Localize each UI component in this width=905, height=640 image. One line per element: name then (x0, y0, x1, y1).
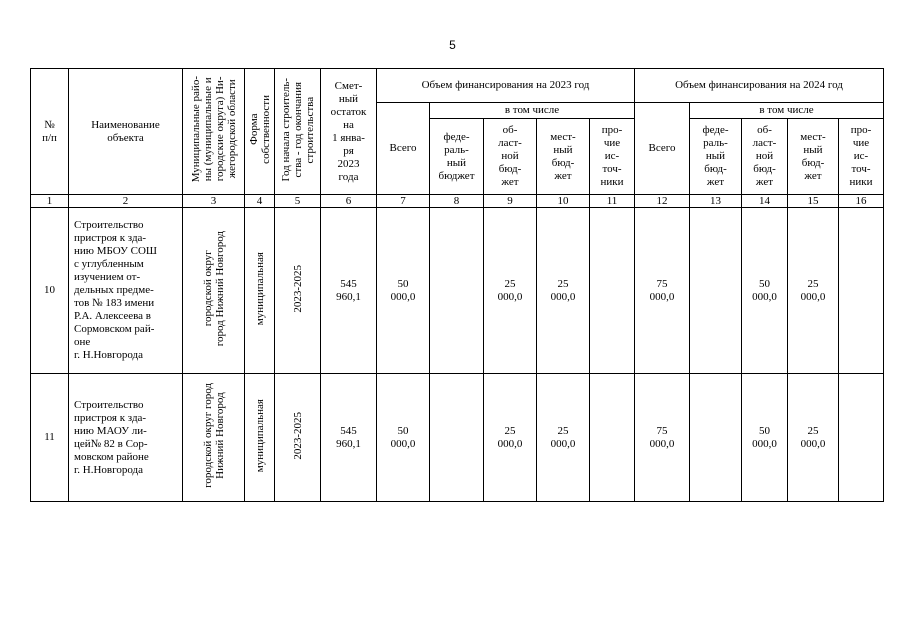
federal-2024-cell (690, 374, 742, 502)
col-number: 2 (69, 195, 183, 208)
years-cell (275, 208, 321, 374)
other-2023-cell (590, 374, 635, 502)
header-total-2024: Всего (635, 103, 690, 195)
col-number: 8 (430, 195, 484, 208)
header-federal-2024: феде- раль- ный бюд- жет (690, 119, 742, 195)
other-2024-cell (839, 208, 884, 374)
header-estimate: Смет- ный остаток на 1 янва- ря 2023 года (321, 69, 377, 195)
col-number: 15 (788, 195, 839, 208)
col-number: 9 (484, 195, 537, 208)
regional-2024-cell: 50 000,0 (742, 374, 788, 502)
total-2023-cell: 50 000,0 (377, 208, 430, 374)
col-number: 7 (377, 195, 430, 208)
estimate-cell: 545 960,1 (321, 208, 377, 374)
ownership-cell (245, 374, 275, 502)
years-cell (275, 374, 321, 502)
header-other-2024: про- чие ис- точ- ники (839, 119, 884, 195)
header-total-2023: Всего (377, 103, 430, 195)
local-2024-cell: 25 000,0 (788, 374, 839, 502)
years-text: 2023-2025 (291, 264, 304, 313)
header-regional-2024: об- ласт- ной бюд- жет (742, 119, 788, 195)
federal-2023-cell (430, 374, 484, 502)
total-2024-cell: 75 000,0 (635, 208, 690, 374)
header-local-2024: мест- ный бюд- жет (788, 119, 839, 195)
col-number: 13 (690, 195, 742, 208)
header-incl-2023: в том числе (430, 103, 635, 119)
total-2024-cell: 75 000,0 (635, 374, 690, 502)
header-years-text: Год начала строитель- ства - год окончания строительства (279, 77, 316, 182)
header-other-2023: про- чие ис- точ- ники (590, 119, 635, 195)
col-number: 10 (537, 195, 590, 208)
header-regional-2023: об- ласт- ной бюд- жет (484, 119, 537, 195)
col-number: 12 (635, 195, 690, 208)
federal-2023-cell (430, 208, 484, 374)
financing-table (30, 68, 884, 502)
col-number: 6 (321, 195, 377, 208)
district-text: городской округ город Нижний Новгород (201, 230, 226, 347)
regional-2024-cell: 50 000,0 (742, 208, 788, 374)
col-number: 16 (839, 195, 884, 208)
column-numbers-row (31, 195, 884, 208)
estimate-cell: 545 960,1 (321, 374, 377, 502)
header-fin2023: Объем финансирования на 2023 год (377, 69, 635, 103)
col-number: 1 (31, 195, 69, 208)
ownership-text: муниципальная (253, 251, 266, 326)
page-number: 5 (449, 38, 456, 52)
federal-2024-cell (690, 208, 742, 374)
local-2023-cell: 25 000,0 (537, 374, 590, 502)
header-local-2023: мест- ный бюд- жет (537, 119, 590, 195)
regional-2023-cell: 25 000,0 (484, 374, 537, 502)
header-ownership-text: Форма собственности (247, 95, 272, 164)
header-district (183, 69, 245, 195)
header-incl-2024: в том числе (690, 103, 884, 119)
regional-2023-cell: 25 000,0 (484, 208, 537, 374)
header-years (275, 69, 321, 195)
other-2024-cell (839, 374, 884, 502)
other-2023-cell (590, 208, 635, 374)
col-number: 4 (245, 195, 275, 208)
object-name: Строительство пристроя к зда- нию МАОУ ли- цей№ 82 в Сор- мовском районе г. Н.Новгорода (69, 374, 183, 502)
local-2023-cell: 25 000,0 (537, 208, 590, 374)
row-num: 10 (31, 208, 69, 374)
row-num: 11 (31, 374, 69, 502)
col-number: 5 (275, 195, 321, 208)
district-text: городской округ город Нижний Новгород (201, 383, 226, 488)
header-name: Наименование объекта (69, 69, 183, 195)
district-cell (183, 374, 245, 502)
table-row (31, 208, 884, 374)
ownership-cell (245, 208, 275, 374)
header-district-text: Муниципальные райо- ны (муниципальные и городские округа) Ни- жегородской области (189, 76, 238, 183)
header-fin2024: Объем финансирования на 2024 год (635, 69, 884, 103)
table-row (31, 374, 884, 502)
ownership-text: муниципальная (253, 398, 266, 473)
object-name: Строительство пристроя к зда- нию МБОУ СОШ с углубленным изучением от- дельных предме- тов № 183 имени Р.А. Алексеева в Сормовском рай- оне г. Н.Новгорода (69, 208, 183, 374)
local-2024-cell: 25 000,0 (788, 208, 839, 374)
header-federal-2023: феде- раль- ный бюджет (430, 119, 484, 195)
col-number: 11 (590, 195, 635, 208)
col-number: 14 (742, 195, 788, 208)
district-cell (183, 208, 245, 374)
header-ownership (245, 69, 275, 195)
total-2023-cell: 50 000,0 (377, 374, 430, 502)
col-number: 3 (183, 195, 245, 208)
header-num: № п/п (31, 69, 69, 195)
years-text: 2023-2025 (291, 411, 304, 460)
